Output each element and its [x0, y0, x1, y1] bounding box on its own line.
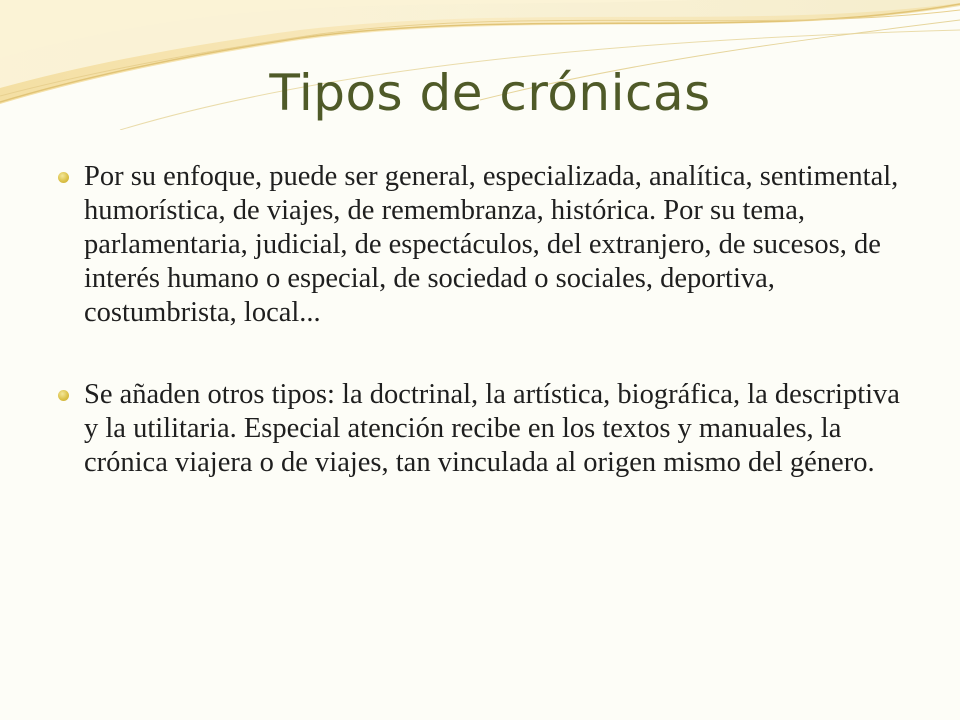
- bullet-text: Por su enfoque, puede ser general, especializada, analítica, sentimental, humorística, de viajes, de remembranza, histórica. Por su tema, parlamentaria, judicial, de espectáculos, del extranjero, de sucesos, de interés humano o especial, de sociedad o sociales, deportiva, costumbrista, local...: [84, 161, 899, 328]
- bullet-text: Se añaden otros tipos: la doctrinal, la artística, biográfica, la descriptiva y la utilitaria. Especial atención recibe en los textos y manuales, la crónica viajera o de viajes, tan vinculada al origen mismo del género.: [84, 379, 900, 478]
- round-bullet-icon: [58, 172, 69, 183]
- bullet-item: [58, 378, 918, 480]
- bullet-list: [58, 160, 918, 528]
- bullet-item: [58, 160, 918, 330]
- slide-title: Tipos de crónicas: [269, 64, 711, 122]
- round-bullet-icon: [58, 390, 69, 401]
